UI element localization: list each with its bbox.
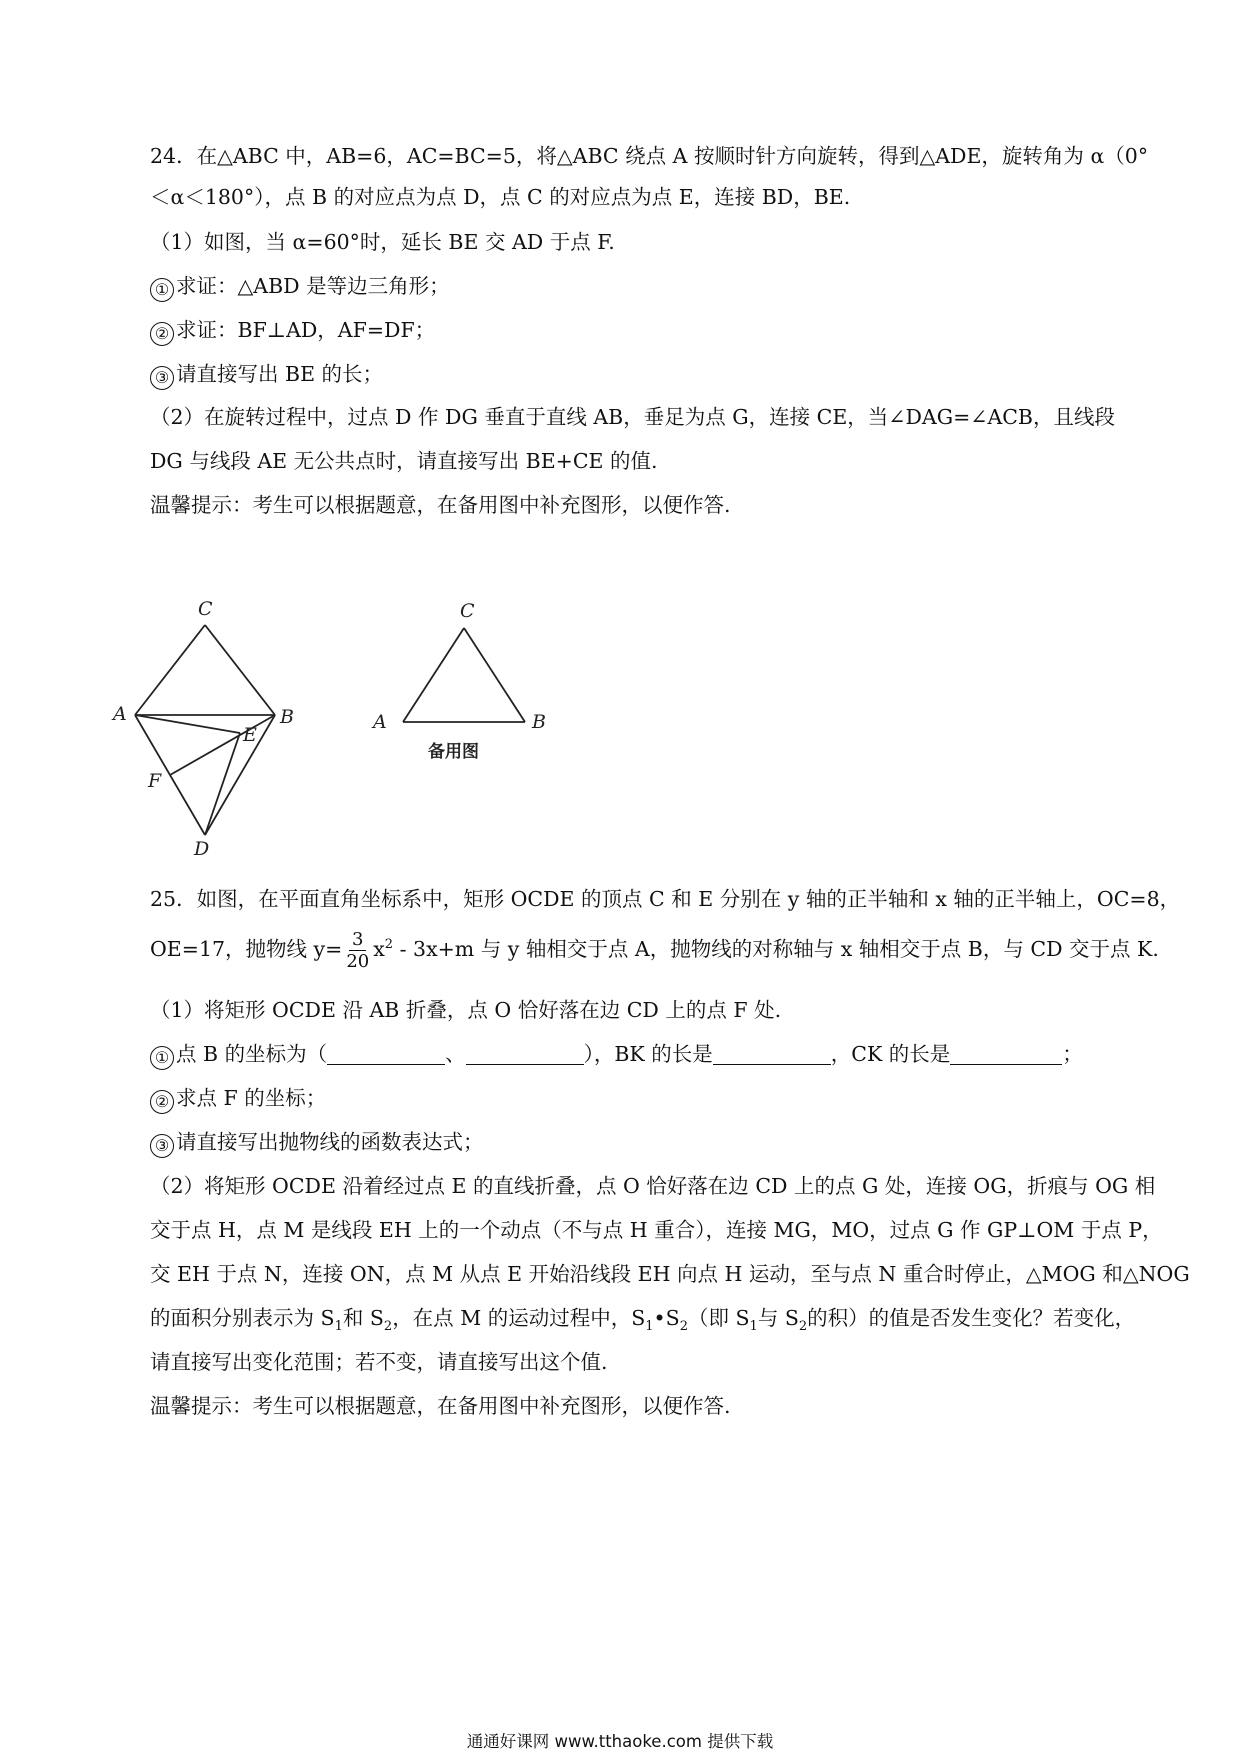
q24-sub3 — [150, 360, 383, 390]
subscript: 2 — [383, 1319, 393, 1335]
q25-l7-a: 的面积分别表示为 S — [150, 1306, 335, 1330]
q24-sub2 — [150, 316, 435, 346]
q25-part2-line-3: 交 EH 于点 N，连接 ON，点 M 从点 E 开始沿线段 EH 向点 H 运动，至与点 N 重合时停止，△MOG 和△NOG — [150, 1262, 1190, 1286]
subscript: 1 — [645, 1319, 654, 1335]
subscript: 2 — [798, 1319, 808, 1335]
q25-line2-end: - 3x+m 与 y 轴相交于点 A，抛物线的对称轴与 x 轴相交于点 B，与 CD 交于点 K. — [393, 937, 1159, 961]
circled-number-2: ② — [150, 1090, 174, 1114]
q25-sub2 — [150, 1084, 326, 1114]
circled-number-3: ③ — [150, 366, 174, 390]
subscript: 1 — [334, 1319, 343, 1335]
q25-sub1 — [150, 1040, 1083, 1070]
label-a: A — [373, 711, 387, 733]
label-c: C — [198, 598, 213, 620]
circled-number-2: ② — [150, 322, 174, 346]
q24-part2-line-1: （2）在旋转过程中，过点 D 作 DG 垂直于直线 AB，垂足为点 G，连接 CE，当∠DAG=∠ACB，且线段 — [150, 405, 1115, 429]
q25-part1-intro: （1）将矩形 OCDE 沿 AB 折叠，点 O 恰好落在边 CD 上的点 F 处. — [150, 998, 782, 1022]
circled-number-1: ① — [150, 1046, 174, 1070]
segment-ac — [135, 625, 205, 715]
subscript: 2 — [679, 1319, 688, 1335]
q24-tip: 温馨提示：考生可以根据题意，在备用图中补充图形，以便作答. — [150, 493, 731, 517]
fraction-denominator: 20 — [346, 951, 370, 972]
spare-figure-caption: 备用图 — [428, 742, 479, 762]
q25-l7-d: •S — [653, 1306, 680, 1330]
label-d: D — [194, 838, 210, 860]
q24-main-figure — [110, 595, 294, 860]
answer-blank-ck[interactable] — [950, 1044, 1062, 1065]
q25-line2-start: OE=17，抛物线 y= — [150, 937, 343, 961]
page-footer: 通通好课网 www.tthaoke.com 提供下载 — [466, 1732, 774, 1751]
segment-ae — [135, 715, 240, 733]
q25-sub1-text-c: ，CK 的长是 — [830, 1042, 951, 1066]
q24-text-line-1: 24．在△ABC 中，AB=6，AC=BC=5，将△ABC 绕点 A 按顺时针方向旋转，得到△ADE，旋转角为 α（0° — [150, 144, 1149, 168]
subscript: 1 — [749, 1319, 758, 1335]
label-e: E — [243, 724, 257, 746]
q24-part1-intro: （1）如图，当 α=60°时，延长 BE 交 AD 于点 F. — [150, 230, 615, 254]
segment-ac — [403, 628, 464, 722]
answer-blank-bk[interactable] — [713, 1044, 831, 1065]
q25-part2-line-2: 交于点 H，点 M 是线段 EH 上的一个动点（不与点 H 重合），连接 MG，MO，过点 G 作 GP⊥OM 于点 P， — [150, 1218, 1163, 1242]
q25-text-line-2 — [150, 929, 1159, 972]
q24-sub1-text: 求证：△ABD 是等边三角形； — [176, 274, 450, 298]
segment-cb — [464, 628, 525, 722]
fraction-numerator: 3 — [349, 929, 366, 951]
q24-sub3-text: 请直接写出 BE 的长； — [176, 362, 384, 386]
segment-cb — [205, 625, 275, 715]
q25-l7-b: 和 S — [342, 1306, 384, 1330]
fraction — [343, 929, 372, 972]
q25-sub1-text-a: 点 B 的坐标为（ — [176, 1042, 328, 1066]
q25-sub3-text: 请直接写出抛物线的函数表达式； — [176, 1130, 484, 1154]
label-f: F — [148, 770, 162, 792]
q25-sub1-text-b: ），BK 的长是 — [583, 1042, 713, 1066]
label-a: A — [113, 703, 127, 725]
q25-l7-f: 与 S — [757, 1306, 799, 1330]
q24-sub2-text: 求证：BF⊥AD，AF=DF； — [176, 318, 436, 342]
q25-text-line-1: 25．如图，在平面直角坐标系中，矩形 OCDE 的顶点 C 和 E 分别在 y 轴的正半轴和 x 轴的正半轴上，OC=8， — [150, 887, 1181, 911]
q25-sub1-sep: 、 — [445, 1042, 466, 1066]
q25-sub2-text: 求点 F 的坐标； — [176, 1086, 327, 1110]
q24-text-line-2: ＜α＜180°），点 B 的对应点为点 D，点 C 的对应点为点 E，连接 BD，BE. — [150, 185, 851, 209]
q25-part2-line-5: 请直接写出变化范围；若不变，请直接写出这个值. — [150, 1350, 608, 1374]
q25-sub1-end: ； — [1062, 1042, 1083, 1066]
q25-l7-g: 的积）的值是否发生变化？若变化， — [807, 1306, 1136, 1330]
exponent: 2 — [384, 937, 394, 953]
q25-part2-line-4 — [150, 1304, 1135, 1341]
label-b: B — [532, 711, 546, 733]
answer-blank-by[interactable] — [466, 1044, 584, 1065]
q25-tip: 温馨提示：考生可以根据题意，在备用图中补充图形，以便作答. — [150, 1394, 731, 1418]
label-c: C — [460, 600, 475, 622]
q25-line2-var: x — [373, 937, 385, 961]
q25-l7-e: （即 S — [687, 1306, 750, 1330]
q24-part2-line-2: DG 与线段 AE 无公共点时，请直接写出 BE+CE 的值. — [150, 449, 658, 473]
q25-sub3 — [150, 1128, 484, 1158]
q24-spare-figure — [370, 595, 570, 765]
circled-number-1: ① — [150, 278, 174, 302]
q25-l7-c: ，在点 M 的运动过程中，S — [392, 1306, 646, 1330]
circled-number-3: ③ — [150, 1134, 174, 1158]
answer-blank-bx[interactable] — [327, 1044, 445, 1065]
q24-sub1 — [150, 272, 450, 302]
label-b: B — [280, 706, 294, 728]
q25-part2-line-1: （2）将矩形 OCDE 沿着经过点 E 的直线折叠，点 O 恰好落在边 CD 上的点 G 处，连接 OG，折痕与 OG 相 — [150, 1174, 1156, 1198]
